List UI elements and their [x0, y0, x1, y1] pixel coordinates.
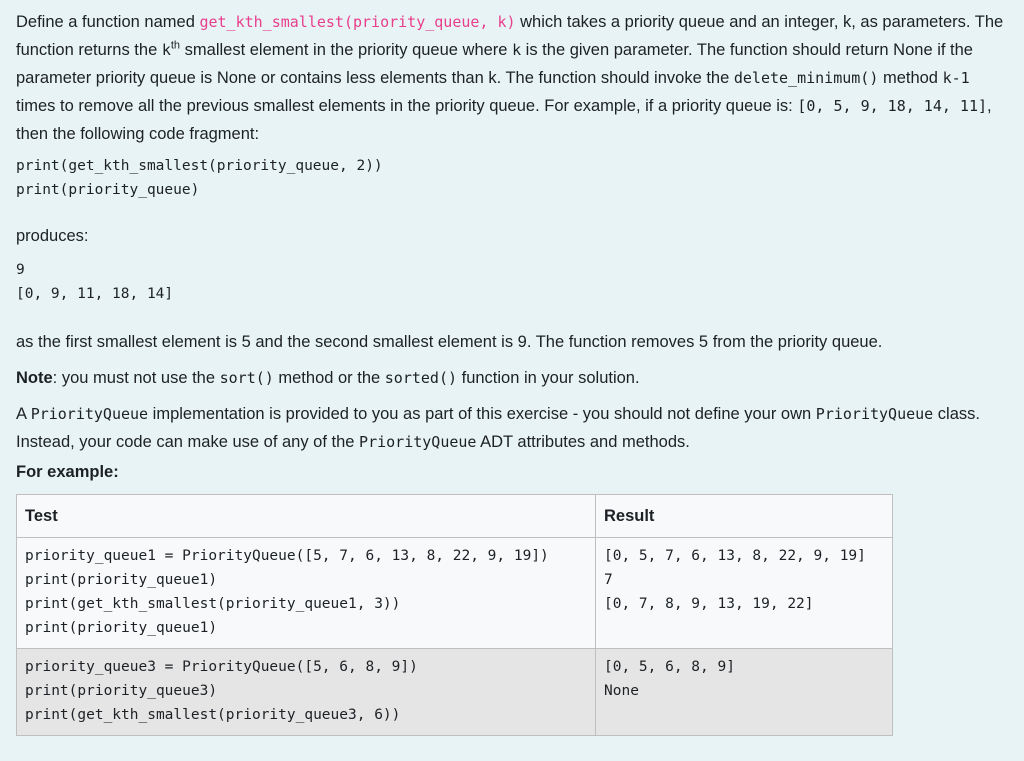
note-text: method or the [273, 369, 385, 387]
result-cell: [0, 5, 6, 8, 9] None [596, 649, 893, 736]
test-column-header: Test [17, 495, 596, 538]
examples-table [16, 494, 893, 736]
k-code: k [161, 41, 171, 59]
note-text: function in your solution. [457, 369, 640, 387]
sorted-code: sorted() [384, 369, 458, 387]
table-row [17, 538, 893, 649]
sort-code: sort() [219, 369, 274, 387]
explanation-text: as the first smallest element is 5 and the second smallest element is 9. The function removes 5 from the priority queue. [16, 333, 883, 351]
table-row [17, 649, 893, 736]
result-column-header: Result [596, 495, 893, 538]
k-code: k [512, 41, 522, 59]
table-header-row [17, 495, 893, 538]
intro-text: times to remove all the previous smallest elements in the priority queue. For example, if a priority queue is: [16, 97, 798, 115]
intro-text: method [878, 69, 943, 87]
test-cell: priority_queue1 = PriorityQueue([5, 7, 6, 13, 8, 22, 9, 19]) print(priority_queue1) print(get_kth_smallest(priority_queue1, 3)) print(priority_queue1) [17, 538, 596, 649]
th-superscript: th [170, 39, 181, 52]
impl-text: class. Instead, your code can make use of any of the [16, 405, 980, 451]
note-paragraph [16, 364, 1008, 392]
k-minus-one-code: k-1 [942, 69, 970, 87]
intro-text: smallest element in the priority queue where [180, 41, 513, 59]
example-list-code: [0, 5, 9, 18, 14, 11] [797, 97, 988, 115]
impl-text: implementation is provided to you as part of this exercise - you should not define your own [148, 405, 816, 423]
function-signature: get_kth_smallest(priority_queue, k) [199, 13, 516, 31]
produces-label: produces: [16, 227, 89, 245]
impl-text: ADT attributes and methods. [476, 433, 690, 451]
result-cell: [0, 5, 7, 6, 13, 8, 22, 9, 19] 7 [0, 7, 8, 9, 13, 19, 22] [596, 538, 893, 649]
priority-queue-code: PriorityQueue [815, 405, 934, 423]
produces-output: 9 [0, 9, 11, 18, 14] [16, 262, 174, 302]
test-cell: priority_queue3 = PriorityQueue([5, 6, 8, 9]) print(priority_queue3) print(get_kth_smallest(priority_queue3, 6)) [17, 649, 596, 736]
note-label: Note [16, 369, 53, 387]
intro-text: is the given parameter. The function should return None if the parameter priority queue is None or contains less elements than k. The function should invoke the [16, 41, 973, 87]
intro-paragraph [16, 8, 1008, 148]
intro-text: which takes a priority queue and an integer, k, as parameters. The function returns the [16, 13, 1004, 59]
for-example-heading: For example: [16, 463, 119, 481]
priority-queue-code: PriorityQueue [30, 405, 149, 423]
priority-queue-code: PriorityQueue [359, 433, 477, 451]
implementation-paragraph [16, 400, 1008, 456]
intro-text: Define a function named [16, 13, 200, 31]
impl-text: A [16, 405, 31, 423]
intro-text: , then the following code fragment: [16, 97, 992, 143]
delete-minimum-code: delete_minimum() [733, 69, 879, 87]
note-text: : you must not use the [52, 369, 220, 387]
code-fragment: print(get_kth_smallest(priority_queue, 2)) print(priority_queue) [16, 158, 383, 198]
